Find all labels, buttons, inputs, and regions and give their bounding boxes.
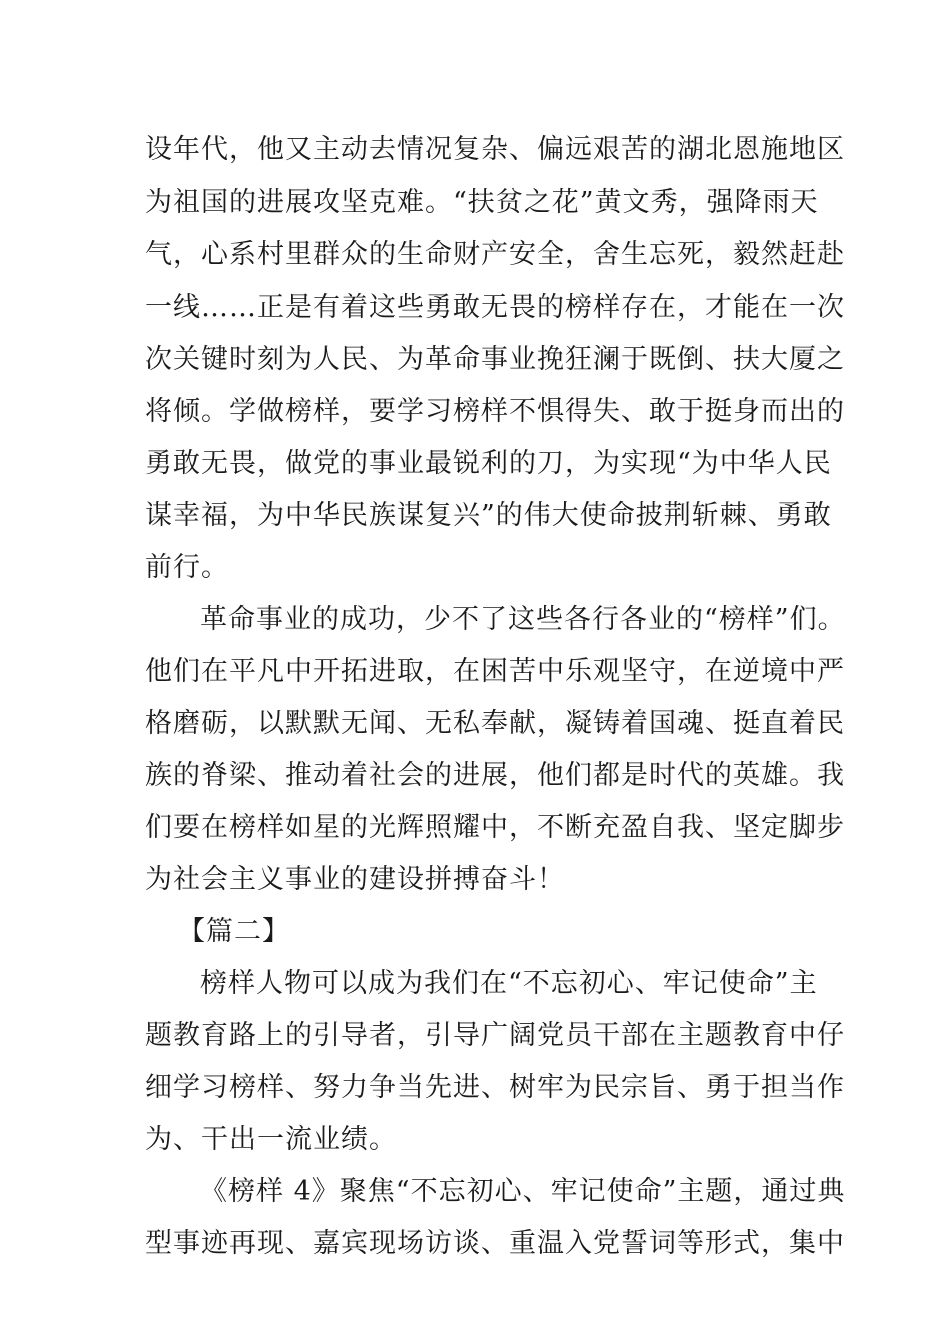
- text-line: 细学习榜样、努力争当先进、树牢为民宗旨、勇于担当作: [145, 1072, 845, 1103]
- text-line: 一线……正是有着这些勇敢无畏的榜样存在，才能在一次: [145, 292, 845, 323]
- text-line: 谋幸福，为中华民族谋复兴”的伟大使命披荆斩棘、勇敢: [145, 500, 832, 531]
- text-line: 为社会主义事业的建设拼搏奋斗！: [145, 864, 565, 895]
- text-line: 格磨砺，以默默无闻、无私奉献，凝铸着国魂、挺直着民: [145, 708, 845, 739]
- text-line: 次关键时刻为人民、为革命事业挽狂澜于既倒、扶大厦之: [145, 344, 845, 375]
- paragraph-first-line: 革命事业的成功，少不了这些各行各业的“榜样”们。: [200, 604, 846, 635]
- text-line: 前行。: [145, 552, 229, 583]
- text-line: 型事迹再现、嘉宾现场访谈、重温入党誓词等形式，集中: [145, 1228, 845, 1259]
- text-line: 族的脊梁、推动着社会的进展，他们都是时代的英雄。我: [145, 760, 845, 791]
- paragraph-first-line: 榜样人物可以成为我们在“不忘初心、牢记使命”主: [200, 968, 818, 999]
- text-line: 们要在榜样如星的光辉照耀中，不断充盈自我、坚定脚步: [145, 812, 845, 843]
- text-line: 设年代，他又主动去情况复杂、偏远艰苦的湖北恩施地区: [145, 134, 845, 165]
- section-heading: 【篇二】: [178, 916, 290, 947]
- text-line: 将倾。学做榜样，要学习榜样不惧得失、敢于挺身而出的: [145, 396, 845, 427]
- text-line: 勇敢无畏，做党的事业最锐利的刀，为实现“为中华人民: [145, 448, 832, 479]
- text-line: 题教育路上的引导者，引导广阔党员干部在主题教育中仔: [145, 1020, 845, 1051]
- text-line: 为、干出一流业绩。: [145, 1124, 397, 1155]
- text-line: 为祖国的进展攻坚克难。“扶贫之花”黄文秀，强降雨天: [145, 187, 819, 218]
- text-line: 气，心系村里群众的生命财产安全，舍生忘死，毅然赶赴: [145, 239, 845, 270]
- paragraph-first-line: 《榜样 4》聚焦“不忘初心、牢记使命”主题，通过典: [200, 1176, 846, 1207]
- text-line: 他们在平凡中开拓进取，在困苦中乐观坚守，在逆境中严: [145, 656, 845, 687]
